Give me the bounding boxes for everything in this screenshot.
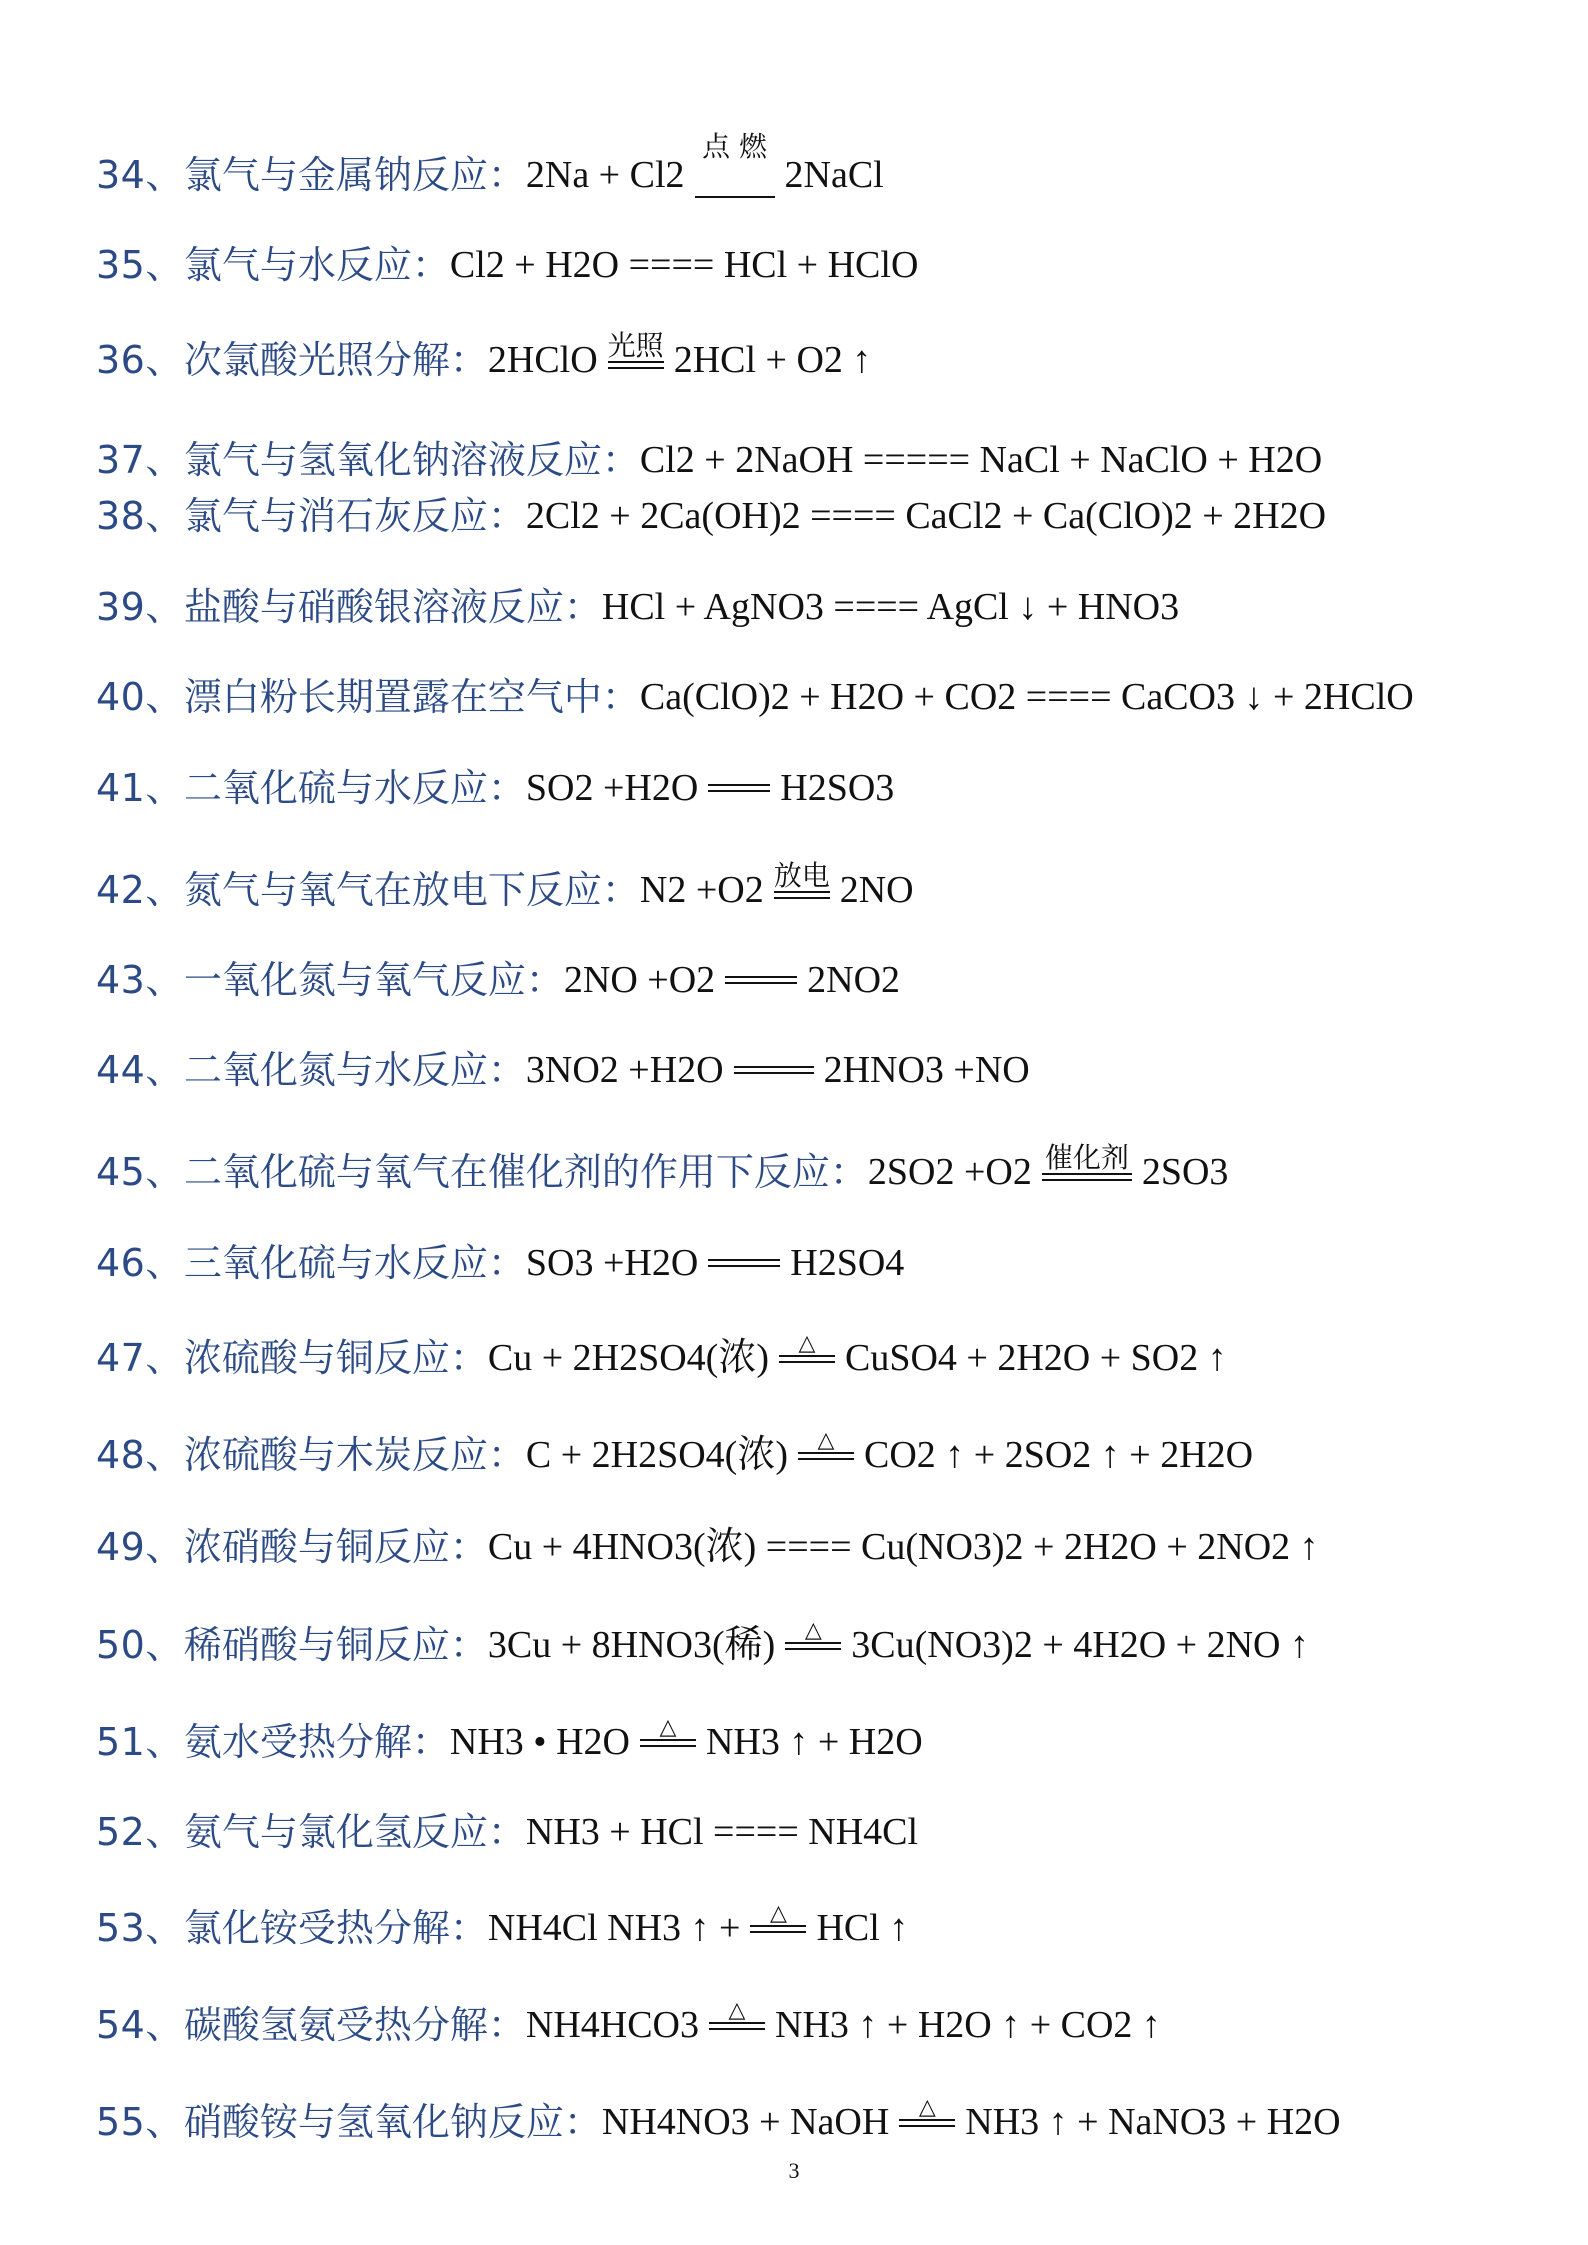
equation-line-45 <box>96 1141 1229 1197</box>
equals-sign <box>640 1739 696 1747</box>
reaction-title: 二氧化硫与水反应： <box>183 766 526 810</box>
reactants: NH4HCO3 <box>525 2004 699 2046</box>
reaction-condition <box>750 1903 806 1933</box>
products: 2NO2 <box>807 959 901 1001</box>
reaction-condition <box>899 2097 955 2127</box>
reaction-condition <box>695 132 775 198</box>
heat-icon: △ <box>728 1998 746 2023</box>
reactants: 2HClO <box>487 339 598 381</box>
equation-line-49 <box>96 1522 1319 1572</box>
heat-icon: △ <box>817 1428 835 1453</box>
chemical-equation: HCl + AgNO3 ==== AgCl ↓ + HNO3 <box>601 586 1180 628</box>
item-number: 34、 <box>96 153 184 197</box>
reaction-title: 硝酸铵与氢氧化钠反应： <box>183 2100 602 2144</box>
item-number: 35、 <box>96 243 184 287</box>
reactants: 3NO2 +H2O <box>525 1049 724 1091</box>
equation-line-52 <box>96 1807 918 1857</box>
reaction-title: 氯气与金属钠反应： <box>183 153 526 197</box>
reaction-condition <box>1042 1143 1132 1181</box>
condition-label: 点 燃 <box>702 130 767 163</box>
reaction-condition <box>708 784 770 792</box>
reaction-title: 一氧化氮与氧气反应： <box>183 958 564 1002</box>
condition-label: 催化剂 <box>1044 1141 1129 1174</box>
equals-sign <box>774 891 830 899</box>
reaction-condition <box>785 1620 841 1650</box>
item-number: 48、 <box>96 1433 184 1477</box>
reaction-title: 碳酸氢氨受热分解： <box>183 2003 526 2047</box>
reaction-title: 漂白粉长期置露在空气中： <box>183 675 640 719</box>
products: CO2 ↑ + 2SO2 ↑ + 2H2O <box>863 1434 1254 1476</box>
item-number: 36、 <box>96 338 184 382</box>
reaction-title: 氨气与氯化氢反应： <box>183 1810 526 1854</box>
item-number: 38、 <box>96 494 184 538</box>
equation-line-55 <box>96 2097 1341 2147</box>
equals-sign <box>779 1355 835 1363</box>
chemical-equation: Cl2 + H2O ==== HCl + HClO <box>449 244 919 286</box>
products: 2HCl + O2 ↑ <box>673 339 872 381</box>
equals-sign <box>899 2119 955 2127</box>
chemical-equation: Cl2 + 2NaOH ===== NaCl + NaClO + H2O <box>639 439 1323 481</box>
condition-label: 放电 <box>773 859 830 892</box>
products: H2SO3 <box>780 767 895 809</box>
reactants: SO2 +H2O <box>525 767 699 809</box>
item-number: 49、 <box>96 1525 184 1569</box>
heat-icon: △ <box>770 1901 787 1926</box>
reaction-condition <box>709 2000 765 2030</box>
equals-sign <box>708 784 770 792</box>
products: 2NO <box>839 869 914 911</box>
item-number: 51、 <box>96 1720 184 1764</box>
item-number: 46、 <box>96 1241 184 1285</box>
products: NH3 ↑ + H2O ↑ + CO2 ↑ <box>775 2004 1161 2046</box>
equation-line-40 <box>96 672 1414 722</box>
chemical-equation: 2Cl2 + 2Ca(OH)2 ==== CaCl2 + Ca(ClO)2 + 2H2O <box>525 495 1327 537</box>
reaction-title: 氨水受热分解： <box>183 1720 450 1764</box>
reaction-title: 浓硫酸与木炭反应： <box>183 1433 526 1477</box>
reaction-title: 氯化铵受热分解： <box>183 1906 488 1950</box>
item-number: 45、 <box>96 1150 184 1194</box>
reaction-title: 氯气与消石灰反应： <box>183 494 526 538</box>
products: 3Cu(NO3)2 + 4H2O + 2NO ↑ <box>851 1624 1309 1666</box>
equation-line-43 <box>96 955 900 1005</box>
reactants: 2NO +O2 <box>563 959 716 1001</box>
reaction-title: 氮气与氧气在放电下反应： <box>183 868 640 912</box>
equals-sign <box>725 976 797 984</box>
condition-line <box>695 196 775 198</box>
reaction-title: 三氧化硫与水反应： <box>183 1241 526 1285</box>
equation-line-47 <box>96 1333 1227 1383</box>
reaction-title: 二氧化硫与氧气在催化剂的作用下反应： <box>183 1150 868 1194</box>
reactants: C + 2H2SO4(浓) <box>525 1434 788 1476</box>
reaction-condition <box>640 1717 696 1747</box>
reactants: 2Na + Cl2 <box>525 154 685 196</box>
item-number: 52、 <box>96 1810 184 1854</box>
products: NH3 ↑ + NaNO3 + H2O <box>965 2101 1341 2143</box>
equals-sign <box>709 2022 765 2030</box>
reaction-condition <box>779 1333 835 1363</box>
item-number: 37、 <box>96 438 184 482</box>
reaction-title: 浓硝酸与铜反应： <box>183 1525 488 1569</box>
products: 2HNO3 +NO <box>823 1049 1030 1091</box>
reaction-title: 氯气与水反应： <box>183 243 450 287</box>
reaction-title: 盐酸与硝酸银溶液反应： <box>183 585 602 629</box>
reactants: SO3 +H2O <box>525 1242 699 1284</box>
products: H2SO4 <box>790 1242 905 1284</box>
chemical-equation: NH3 + HCl ==== NH4Cl <box>525 1811 919 1853</box>
heat-icon: △ <box>918 2095 936 2120</box>
page-number: 3 <box>788 2158 800 2183</box>
equation-line-50 <box>96 1620 1309 1670</box>
reactants: 3Cu + 8HNO3(稀) <box>487 1624 776 1666</box>
heat-icon: △ <box>798 1331 816 1356</box>
reaction-condition <box>725 976 797 984</box>
equation-line-48 <box>96 1430 1253 1480</box>
heat-icon: △ <box>804 1618 822 1643</box>
item-number: 43、 <box>96 958 184 1002</box>
reaction-title: 稀硝酸与铜反应： <box>183 1623 488 1667</box>
equals-sign <box>750 1925 806 1933</box>
reaction-condition <box>774 861 830 899</box>
equals-sign <box>608 361 664 369</box>
equation-line-42 <box>96 859 914 915</box>
reactants: Cu + 2H2SO4(浓) <box>487 1337 769 1379</box>
item-number: 53、 <box>96 1906 184 1950</box>
chemical-equation: Cu + 4HNO3(浓) ==== Cu(NO3)2 + 2H2O + 2NO2 ↑ <box>487 1526 1319 1568</box>
heat-icon: △ <box>659 1715 677 1740</box>
equation-line-53 <box>96 1903 908 1953</box>
item-number: 40、 <box>96 675 184 719</box>
item-number: 41、 <box>96 766 184 810</box>
equation-line-37 <box>96 435 1322 485</box>
equation-line-44 <box>96 1045 1030 1095</box>
products: 2SO3 <box>1141 1151 1229 1193</box>
reaction-title: 次氯酸光照分解： <box>183 338 488 382</box>
reactants: NH4Cl NH3 ↑ + <box>487 1907 741 1949</box>
products: 2NaCl <box>784 154 884 196</box>
reactants: NH3 • H2O <box>449 1721 630 1763</box>
reaction-title: 二氧化氮与水反应： <box>183 1048 526 1092</box>
products: HCl ↑ <box>816 1907 909 1949</box>
item-number: 39、 <box>96 585 184 629</box>
equation-line-39 <box>96 582 1179 632</box>
equation-line-35 <box>96 240 918 290</box>
products: NH3 ↑ + H2O <box>705 1721 923 1763</box>
equals-sign <box>708 1259 780 1267</box>
reaction-condition <box>708 1259 780 1267</box>
equals-sign <box>1042 1173 1132 1181</box>
equation-line-34 <box>96 130 884 200</box>
chemical-equation: Ca(ClO)2 + H2O + CO2 ==== CaCO3 ↓ + 2HClO <box>639 676 1414 718</box>
reaction-title: 氯气与氢氧化钠溶液反应： <box>183 438 640 482</box>
reactants: N2 +O2 <box>639 869 764 911</box>
equation-line-54 <box>96 2000 1161 2050</box>
reaction-condition <box>608 331 664 369</box>
equals-sign <box>798 1452 854 1460</box>
reactants: NH4NO3 + NaOH <box>601 2101 890 2143</box>
products: CuSO4 + 2H2O + SO2 ↑ <box>844 1337 1227 1379</box>
equation-line-38 <box>96 491 1326 541</box>
item-number: 54、 <box>96 2003 184 2047</box>
equation-line-41 <box>96 763 894 813</box>
equation-line-36 <box>96 329 872 385</box>
item-number: 44、 <box>96 1048 184 1092</box>
reaction-condition <box>734 1066 814 1074</box>
reaction-title: 浓硫酸与铜反应： <box>183 1336 488 1380</box>
item-number: 50、 <box>96 1623 184 1667</box>
item-number: 47、 <box>96 1336 184 1380</box>
equals-sign <box>785 1642 841 1650</box>
item-number: 55、 <box>96 2100 184 2144</box>
equation-line-46 <box>96 1238 904 1288</box>
equation-line-51 <box>96 1717 923 1767</box>
reaction-condition <box>798 1430 854 1460</box>
item-number: 42、 <box>96 868 184 912</box>
equals-sign <box>734 1066 814 1074</box>
reactants: 2SO2 +O2 <box>867 1151 1032 1193</box>
condition-label: 光照 <box>607 329 664 362</box>
